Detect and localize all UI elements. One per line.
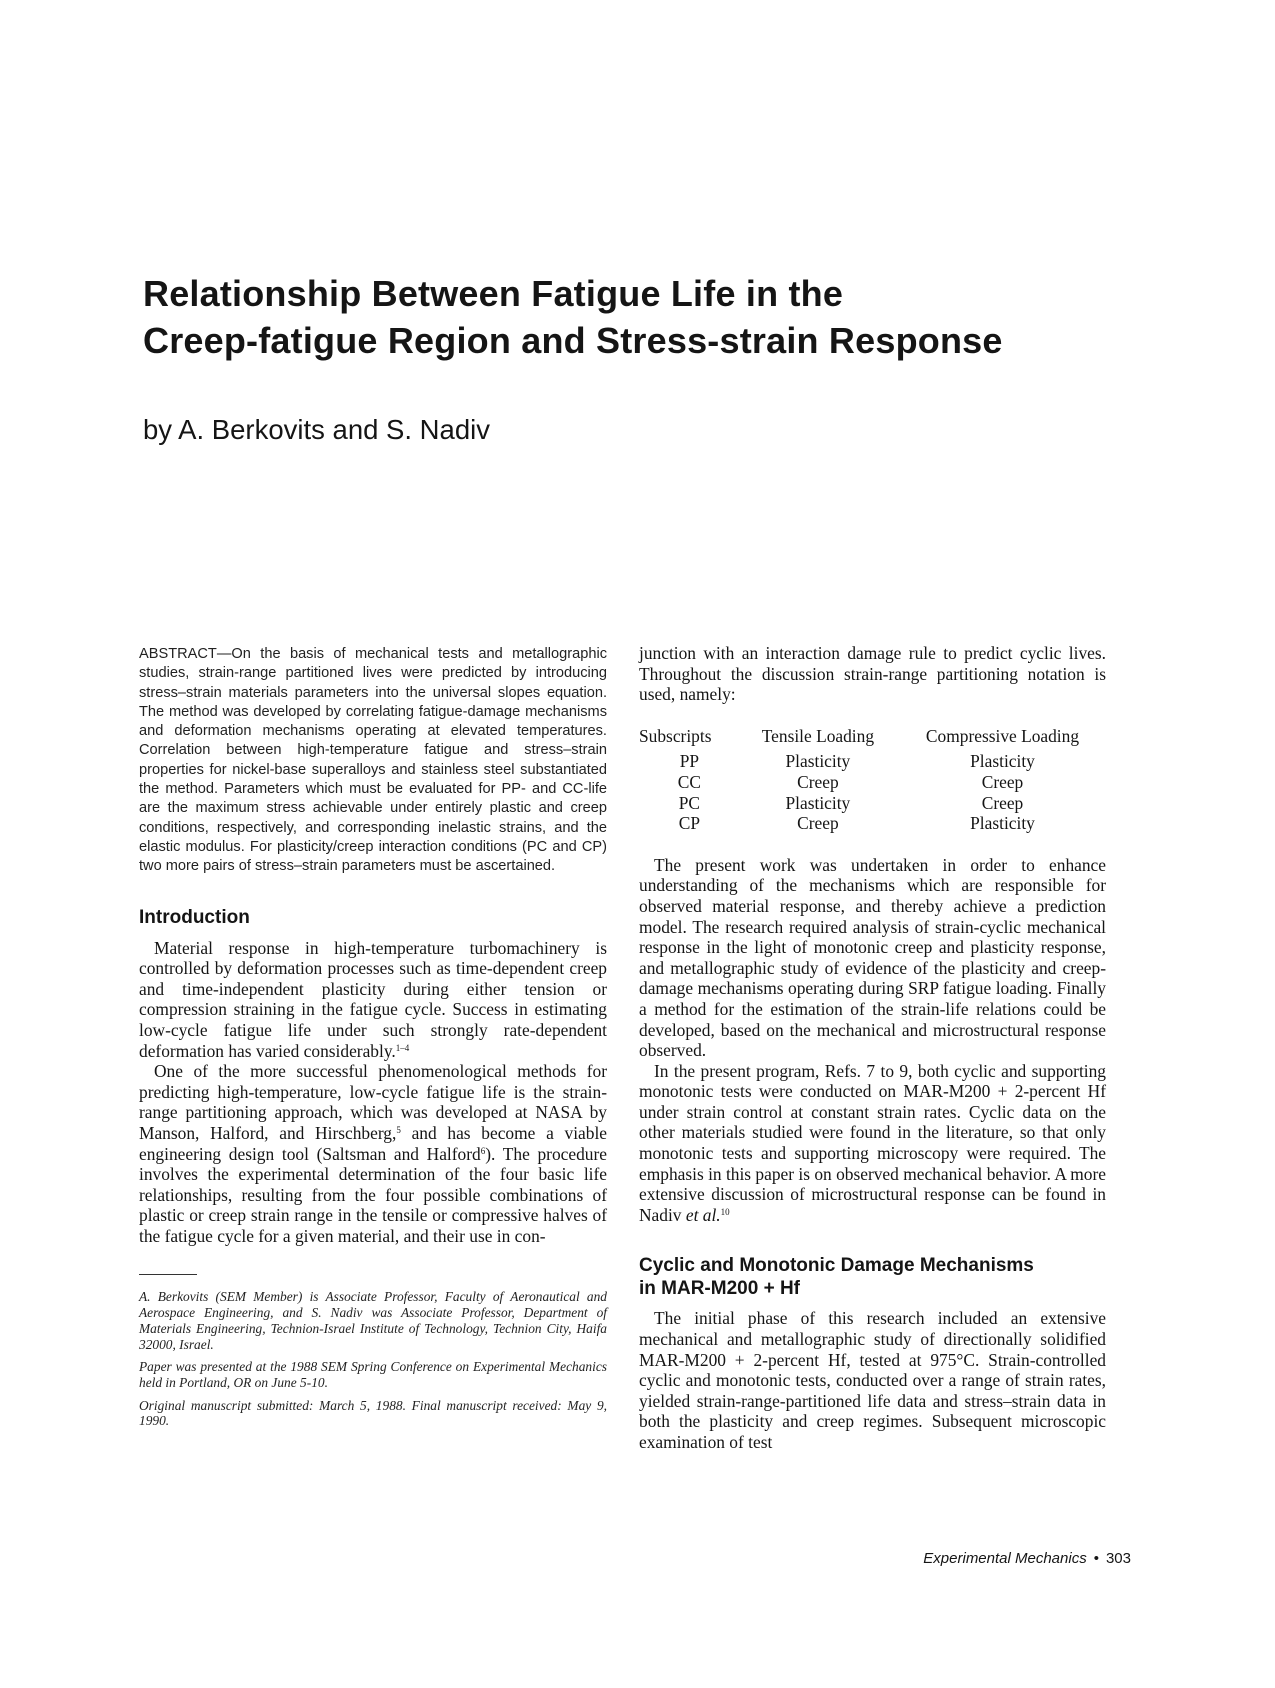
cyclic-heading-line-2: in MAR-M200 + Hf (639, 1278, 800, 1300)
purpose-paragraph: The present work was undertaken in order to enhance understanding of the mechanisms which are responsible for observed material response, and thereby achieve a prediction model. The research required analysis of strain-cyclic mechanical response in the light of monotonic creep and plasticity response, and metallographic study of evidence of the plasticity and creep-damage mechanisms operating during SRP fatigue loading. Finally a method for the estimation of the strain-life relations could be developed, based on the mechanical and microstructural response observed. (639, 854, 1106, 1061)
intro-p1-text: Material response in high-temperature turbomachinery is controlled by deformation processes such as time-dependent creep and time-independent plasticity during either tension or compression straining in the fatigue cycle. Success in estimating low-cycle fatigue life under such strongly rate-dependent deformation has varied considerably. (139, 937, 607, 1061)
table-cell: Plasticity (785, 751, 851, 772)
notation-table (639, 726, 1109, 834)
table-row (639, 751, 1109, 772)
table-cell: Creep (797, 771, 839, 792)
author-byline: by A. Berkovits and S. Nadiv (143, 414, 490, 445)
table-cell: Plasticity (970, 813, 1035, 834)
table-cell: PC (678, 792, 701, 813)
title-line-2: Creep-fatigue Region and Stress-strain Response (143, 320, 1003, 361)
table-header-cell: Subscripts (639, 725, 712, 746)
table-cell: Creep (981, 792, 1024, 813)
citation-ref: 10 (720, 1206, 730, 1217)
page-number: 303 (1105, 1550, 1131, 1567)
footnote-presented: Paper was presented at the 1988 SEM Spring Conference on Experimental Mechanics held in Portland, OR on June 5-10. (139, 1359, 607, 1390)
table-cell: CC (677, 771, 701, 792)
cyclic-heading-line-1: Cyclic and Monotonic Damage Mechanisms (639, 1255, 1034, 1277)
footnote-manuscript: Original manuscript submitted: March 5, 1988. Final manuscript received: May 9, 1990. (139, 1397, 607, 1429)
cyclic-paragraph-1: The initial phase of this research included an extensive mechanical and metallographic study of directionally solidified MAR-M200 + 2-percent Hf, tested at 975°C. Strain-controlled cyclic and monotonic tests, conducted over a range of strain rates, yielded strain-range-partitioned life data and stress–strain data in both the plasticity and creep regimes. Subsequent microscopic examination of test (639, 1308, 1106, 1452)
left-column (139, 645, 607, 1429)
citation-ref: 5 (396, 1124, 401, 1135)
table-cell: Plasticity (970, 751, 1035, 772)
table-header-row (639, 726, 1109, 752)
table-cell: CP (678, 813, 701, 834)
title-line-1: Relationship Between Fatigue Life in the (143, 273, 844, 314)
introduction-heading: Introduction (139, 906, 250, 928)
journal-name: Experimental Mechanics (923, 1550, 1087, 1567)
cyclic-section-heading (639, 1254, 1106, 1300)
intro-p2-text-a: One of the more successful phenomenological methods for predicting high-temperature, low-cycle fatigue life is the strain-range partitioning approach, which was developed at NASA by Manson, Halford, and Hirschberg, (139, 1061, 607, 1143)
footnote-affiliation: A. Berkovits (SEM Member) is Associate Professor, Faculty of Aeronautical and Aerospace Engineering, and S. Nadiv was Associate Professor, Department of Materials Engineering, Technion-Israel Institute of Technology, Technion City, Haifa 32000, Israel. (139, 1289, 607, 1352)
program-paragraph (639, 1061, 1106, 1226)
right-column (639, 643, 1106, 1453)
introduction-continuation: junction with an interaction damage rule to predict cyclic lives. Throughout the discussion strain-range partitioning notation is used, namely: (639, 643, 1106, 705)
bullet-separator: • (1093, 1550, 1099, 1567)
citation-ref: 1–4 (395, 1042, 410, 1053)
intro-p2-text-c: ). The procedure involves the experimental determination of the four basic life relationships, resulting from the four possible combinations of plastic or creep strain range in the tensile or compressive halves of the fatigue cycle for a given material, and their use in con- (139, 1143, 608, 1246)
table-row (639, 793, 1109, 814)
article-title (143, 270, 1143, 364)
abstract: ABSTRACT—On the basis of mechanical tests and metallographic studies, strain-range partitioned lives were predicted by introducing stress–strain materials parameters into the universal slopes equation. The method was developed by correlating fatigue-damage mechanisms and deformation mechanisms operating at elevated temperatures. Correlation between high-temperature fatigue and stress–strain properties for nickel-base superalloys and stainless steel substantiated the method. Parameters which must be evaluated for PP- and CC-life are the maximum stress achievable under entirely plastic and creep conditions, respectively, and corresponding inelastic strains, and the elastic modulus. For plasticity/creep interaction conditions (PC and CP) two more pairs of stress–strain parameters must be ascertained. (139, 646, 607, 875)
table-header-cell: Compressive Loading (925, 725, 1080, 746)
table-cell: Creep (797, 813, 839, 834)
footnote-divider (139, 1274, 197, 1275)
table-cell: Creep (981, 771, 1024, 792)
table-cell: Plasticity (785, 792, 851, 813)
table-row (639, 772, 1109, 793)
introduction-paragraph-2 (139, 1061, 607, 1246)
introduction-paragraph-1 (139, 938, 607, 1062)
table-cell: PP (679, 751, 700, 772)
table-row (639, 813, 1109, 834)
citation-ref: 6 (480, 1145, 486, 1156)
table-header-cell: Tensile Loading (761, 725, 875, 746)
page-footer (923, 1550, 1131, 1567)
intro-p2-text-b: and has become a viable engineering design tool (Saltsman and Halford (139, 1122, 607, 1164)
et-al: et al. (685, 1204, 721, 1225)
program-text: In the present program, Refs. 7 to 9, both cyclic and supporting monotonic tests were conducted on MAR-M200 + 2-percent Hf under strain control at constant strain rates. Cyclic data on the other materials studied were found in the literature, so that only monotonic tests and supporting microscopy were required. The emphasis in this paper is on observed mechanical behavior. A more extensive discussion of microstructural response can be found in Nadiv (639, 1060, 1107, 1225)
